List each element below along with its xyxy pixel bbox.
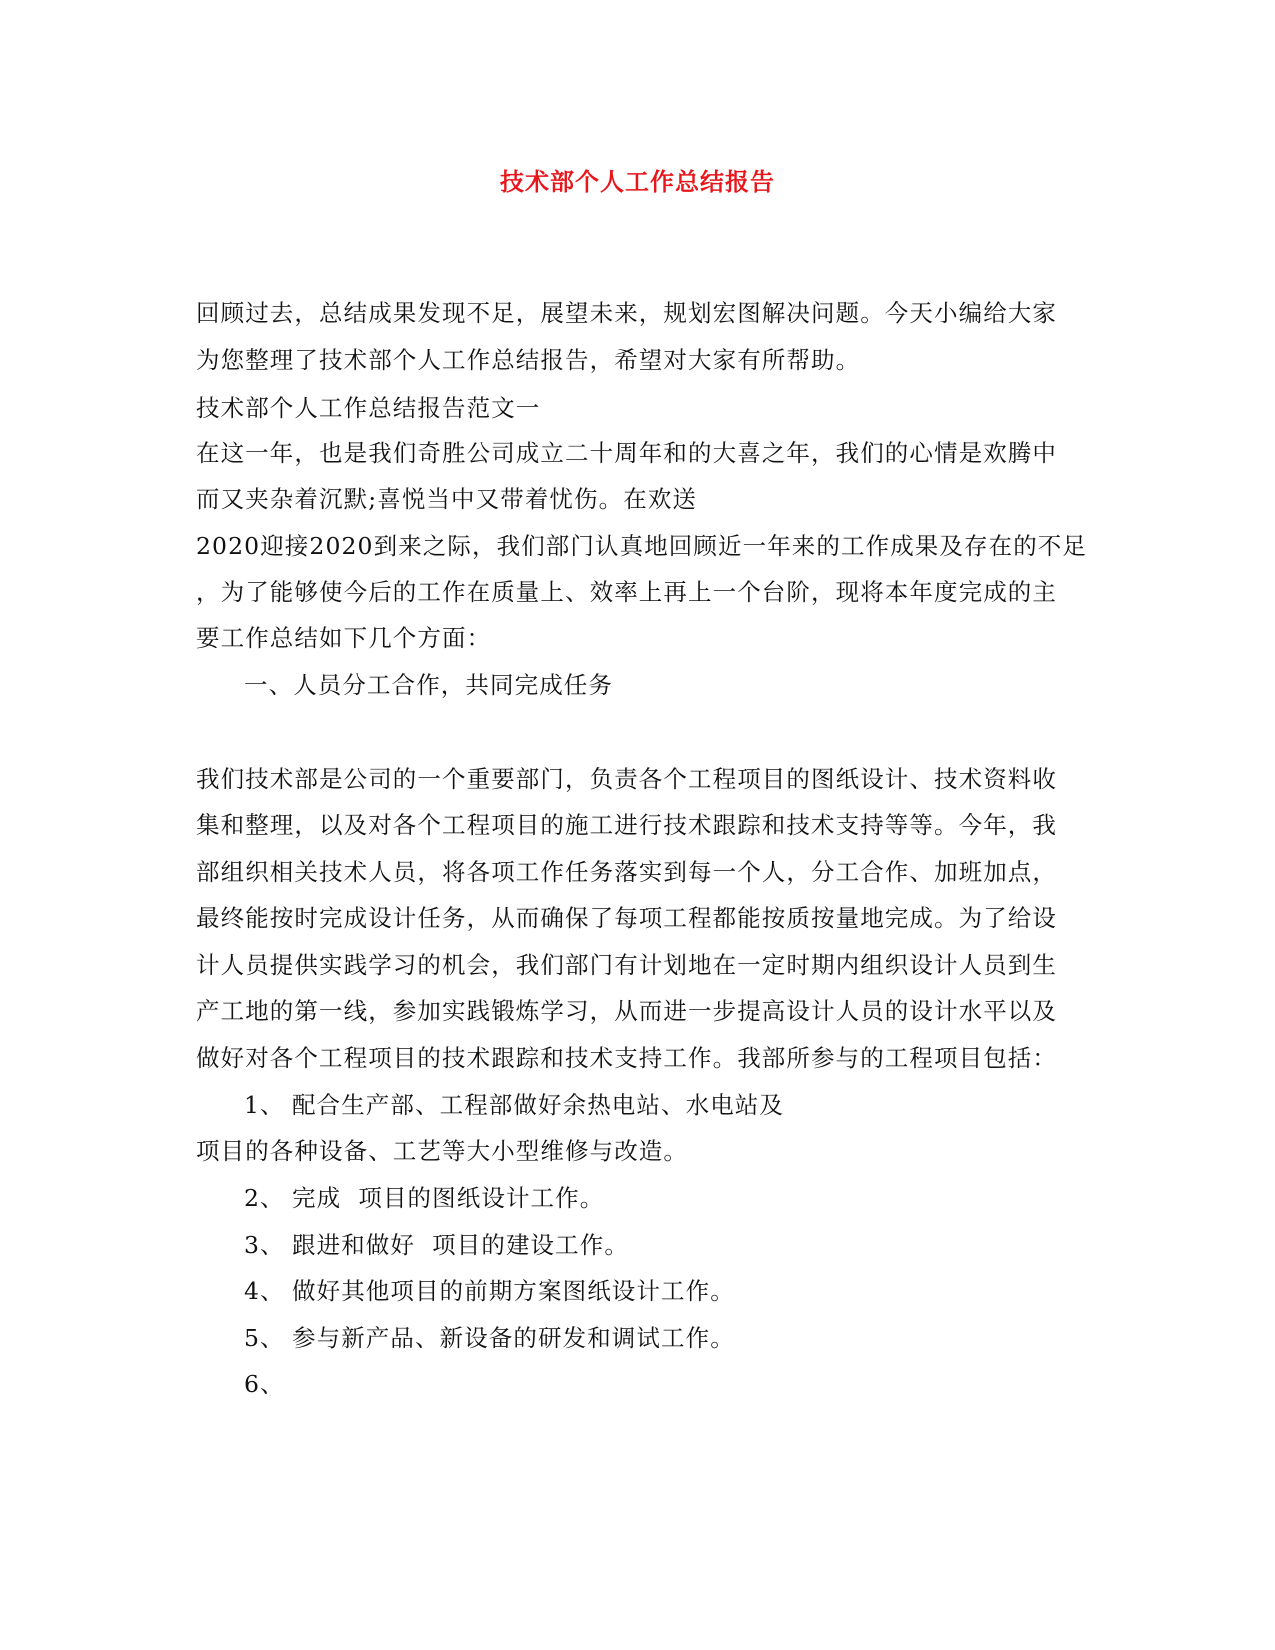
list-item-text: 做好其他项目的前期方案图纸设计工作。	[292, 1277, 735, 1305]
list-item-number: 6、	[244, 1370, 285, 1398]
paragraph-line: 我们技术部是公司的一个重要部门，负责各个工程项目的图纸设计、技术资料收	[196, 765, 1057, 793]
paragraph-line: 2020迎接2020到来之际，我们部门认真地回顾近一年来的工作成果及存在的不足	[196, 532, 1088, 560]
paragraph-line: 而又夹杂着沉默;喜悦当中又带着忧伤。在欢送	[196, 485, 698, 513]
paragraph-line: 在这一年，也是我们奇胜公司成立二十周年和的大喜之年，我们的心情是欢腾中	[196, 439, 1057, 467]
list-item	[244, 1276, 735, 1306]
list-item	[244, 1183, 604, 1213]
paragraph-line: 最终能按时完成设计任务，从而确保了每项工程都能按质按量地完成。为了给设	[196, 904, 1057, 932]
paragraph-line: 做好对各个工程项目的技术跟踪和技术支持工作。我部所参与的工程项目包括：	[196, 1044, 1057, 1072]
list-item-number: 3、	[244, 1231, 285, 1259]
list-item	[244, 1090, 784, 1120]
list-item-text: 跟进和做好 项目的建设工作。	[292, 1231, 629, 1259]
paragraph-line: 项目的各种设备、工艺等大小型维修与改造。	[196, 1137, 688, 1165]
paragraph-line: 回顾过去，总结成果发现不足，展望未来，规划宏图解决问题。今天小编给大家	[196, 299, 1057, 327]
document-title: 技术部个人工作总结报告	[500, 167, 775, 196]
list-item-number: 1、	[244, 1091, 285, 1119]
paragraph-line: 集和整理，以及对各个工程项目的施工进行技术跟踪和技术支持等等。今年，我	[196, 811, 1057, 839]
list-item-text: 参与新产品、新设备的研发和调试工作。	[292, 1324, 735, 1352]
list-item-number: 4、	[244, 1277, 285, 1305]
paragraph-line: 要工作总结如下几个方面：	[196, 624, 492, 652]
section-heading: 技术部个人工作总结报告范文一	[196, 394, 541, 422]
paragraph-line: 产工地的第一线，参加实践锻炼学习，从而进一步提高设计人员的设计水平以及	[196, 997, 1057, 1025]
subsection-heading: 一、人员分工合作，共同完成任务	[244, 671, 613, 699]
list-item-text: 完成 项目的图纸设计工作。	[292, 1184, 605, 1212]
list-item	[244, 1323, 735, 1353]
paragraph-line: 计人员提供实践学习的机会，我们部门有计划地在一定时期内组织设计人员到生	[196, 951, 1057, 979]
paragraph-line: ，为了能够使今后的工作在质量上、效率上再上一个台阶，现将本年度完成的主	[196, 578, 1057, 606]
list-item	[244, 1230, 629, 1260]
list-item	[244, 1369, 292, 1399]
list-item-number: 5、	[244, 1324, 285, 1352]
paragraph-line: 部组织相关技术人员，将各项工作任务落实到每一个人，分工合作、加班加点，	[196, 858, 1057, 886]
paragraph-line: 为您整理了技术部个人工作总结报告，希望对大家有所帮助。	[196, 346, 861, 374]
list-item-text: 配合生产部、工程部做好余热电站、水电站及	[292, 1091, 784, 1119]
list-item-number: 2、	[244, 1184, 285, 1212]
